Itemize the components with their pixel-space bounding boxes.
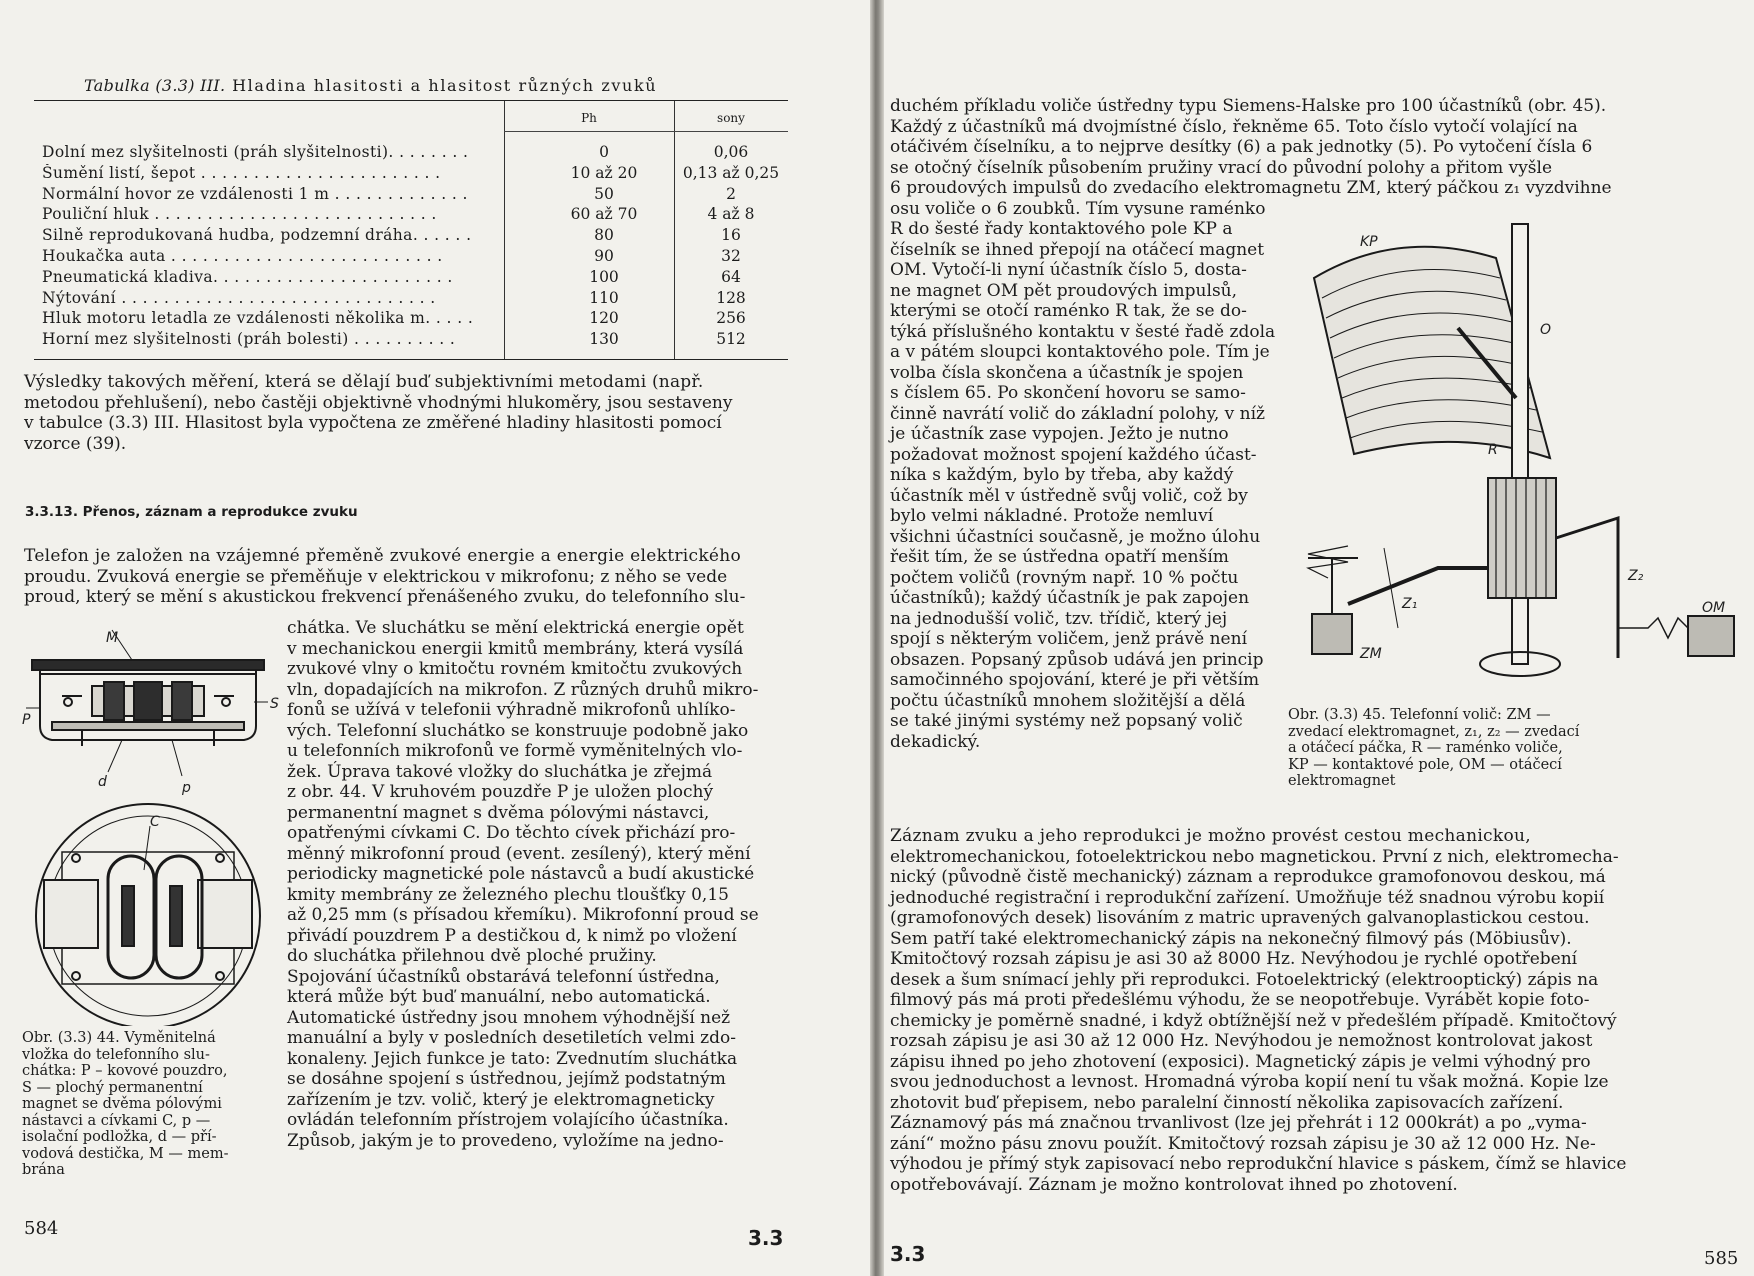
telephone-selector-figure xyxy=(1288,218,1748,704)
label-C: C xyxy=(150,814,160,830)
table-cell-sony: 16 xyxy=(721,226,741,245)
label-P: P xyxy=(22,712,31,728)
caption-line: magnet se dvěma pólovými xyxy=(22,1096,222,1112)
table-row xyxy=(34,143,788,161)
table-cell-sony: 4 až 8 xyxy=(707,205,755,224)
text-line: spojí s některým voličem, jenž právě není xyxy=(890,629,1248,649)
text-line: 6 proudových impulsů do zvedacího elektromagnetu ZM, který páčkou z₁ vyzdvihne xyxy=(890,178,1612,198)
caption-line: a otáčecí páčka, R — raménko voliče, xyxy=(1288,740,1563,756)
text-line: ovládán telefonním přístrojem volajícího účastníka. xyxy=(287,1110,729,1130)
caption-line: KP — kontaktové pole, OM — otáčecí xyxy=(1288,756,1562,773)
text-line: konaleny. Jejich funkce je tato: Zvednutím sluchátka xyxy=(287,1048,738,1069)
text-line: účastníků); každý účastník je pak zapojen xyxy=(890,588,1250,608)
table-cell-sony: 32 xyxy=(721,247,741,265)
text-line: proud, který se mění s akustickou frekvencí přenášeného zvuku, do telefonního slu- xyxy=(24,587,746,607)
text-line: chemicky je poměrně snadné, i když obtížnější než v předešlém případě. Kmitočtový xyxy=(890,1010,1617,1031)
caption-line: Obr. (3.3) 44. Vyměnitelná xyxy=(22,1030,216,1046)
text-line: Způsob, jakým je to provedeno, vyložíme na jedno- xyxy=(287,1130,724,1151)
table-cell-label: Silně reprodukovaná hudba, podzemní dráha. . . . . . xyxy=(42,226,472,245)
text-line: počtem voličů (rovným např. 10 % počtu xyxy=(890,567,1239,588)
text-line: chátka. Ve sluchátku se mění elektrická energie opět xyxy=(287,618,744,638)
table-row xyxy=(34,330,788,348)
table-cell-sony: 2 xyxy=(726,184,736,203)
text-line: bylo velmi nákladné. Protože nemluví xyxy=(890,506,1214,526)
label-O: O xyxy=(1540,322,1552,338)
text-line: permanentní magnet s dvěma pólovými nástavci, xyxy=(287,802,710,823)
text-line: účastník měl v ústředně svůj volič, což by xyxy=(890,485,1248,506)
table-cell-label: Pneumatická kladiva. . . . . . . . . . . . . . . . . . . . . . . xyxy=(42,267,453,286)
text-line: metodou přehlušení), nebo častěji objektivně vhodnými hlukoměry, jsou sestaveny xyxy=(24,392,733,413)
table-cell-ph: 130 xyxy=(589,330,619,349)
text-line: desek a šum snímací jehly při reprodukci. Fotoelektrický (elektrooptický) zápis na xyxy=(890,969,1599,990)
text-line: filmový pás má proti předešlému výhodu, že se neopotřebuje. Vyrábět kopie foto- xyxy=(890,990,1590,1010)
section-heading: 3.3.13. Přenos, záznam a reprodukce zvuku xyxy=(25,504,358,520)
text-line: na jednodušší volič, tzv. třídič, který jej xyxy=(890,608,1228,629)
table-cell-ph: 50 xyxy=(594,184,614,203)
text-line: požadovat možnost spojení každého účast- xyxy=(890,444,1257,465)
table-header-rule xyxy=(504,131,788,132)
text-line: kmity membrány ze železného plechu tloušťky 0,15 xyxy=(287,884,729,905)
chapter-marker-right: 3.3 xyxy=(890,1242,926,1266)
table-row xyxy=(34,205,788,223)
table-cell-label: Pouliční hluk . . . . . . . . . . . . . . . . . . . . . . . . . . . xyxy=(42,205,437,224)
figure-44-caption xyxy=(22,1030,278,1179)
text-line: Automatické ústředny jsou mnohem výhodnější než xyxy=(287,1007,731,1028)
text-line: činně navrátí volič do základní polohy, v níž xyxy=(890,403,1265,424)
text-line: zání“ možno pásu znovu použít. Kmitočtový rozsah zápisu je 30 až 12 000 Hz. Ne- xyxy=(890,1133,1596,1154)
table-cell-label: Hluk motoru letadla ze vzdálenosti několika m. . . . . xyxy=(42,309,474,328)
text-line: číselník se ihned přepojí na otáčecí magnet xyxy=(890,239,1265,260)
text-line: otáčivém číselníku, a to nejprve desítky (6) a pak jednotky (5). Po vytočení čísla 6 xyxy=(890,137,1593,157)
table-cell-sony: 128 xyxy=(716,288,746,307)
table-row xyxy=(34,247,788,265)
text-line: periodicky magnetické pole nástavců a budí akustické xyxy=(287,864,755,884)
text-line: Výsledky takových měření, která se dělají buď subjektivními metodami (např. xyxy=(24,372,704,392)
table-cell-sony: 0,13 až 0,25 xyxy=(682,163,780,182)
book-gutter xyxy=(870,0,884,1276)
text-line: svou jednoduchost a levnost. Hromadná výroba kopií není tu však možná. Kopie lze xyxy=(890,1072,1609,1092)
table-cell-ph: 100 xyxy=(589,267,619,286)
paragraph-selector-intro xyxy=(890,96,1736,219)
text-line: Spojování účastníků obstarává telefonní ústředna, xyxy=(287,966,720,987)
table-cell-ph: 0 xyxy=(599,143,609,161)
table-row xyxy=(34,309,788,327)
text-line: Každý z účastníků má dvojmístné číslo, řekněme 65. Toto číslo vytočí volající na xyxy=(890,116,1578,137)
caption-line: vložka do telefonního slu- xyxy=(22,1046,210,1063)
lifting-magnet xyxy=(1312,614,1352,654)
text-line: všichni účastníci současně, je možno úlohu xyxy=(890,526,1261,547)
text-line: dekadický. xyxy=(890,731,981,752)
text-line: přivádí pouzdrem P a destičkou d, k nimž po vložení xyxy=(287,925,737,946)
table-header-sony: sony xyxy=(717,111,745,125)
text-line: žek. Úprava takové vložky do sluchátka je zřejmá xyxy=(287,761,713,782)
left-page xyxy=(0,0,870,1276)
text-line: Záznamový pás má značnou trvanlivost (lze jej přehrát i 12 000krát) a po „vyma- xyxy=(890,1113,1587,1133)
table-cell-ph: 110 xyxy=(589,288,619,307)
text-line: se také jinými systémy než popsaný volič xyxy=(890,711,1243,731)
right-page xyxy=(884,0,1754,1276)
text-line: volba čísla skončena a účastník je spojen xyxy=(890,362,1244,383)
table-cell-label: Šumění listí, šepot . . . . . . . . . . . . . . . . . . . . . . . xyxy=(42,163,441,182)
text-line: fonů se užívá v telefonii výhradně mikrofonů uhlíko- xyxy=(287,700,736,720)
text-line: Sem patří také elektromechanický zápis na nekonečný filmový pás (Möbiusův). xyxy=(890,928,1572,949)
text-line: vzorce (39). xyxy=(24,433,127,454)
text-line: vln, dopadajících na mikrofon. Z různých druhů mikro- xyxy=(287,679,759,700)
paragraph-selector-body xyxy=(890,219,1278,752)
chapter-marker-left: 3.3 xyxy=(748,1226,784,1250)
table-cell-ph: 80 xyxy=(594,226,614,245)
caption-line: chátka: P – kovové pouzdro, xyxy=(22,1063,228,1079)
table-row xyxy=(34,226,788,244)
table-caption-prefix: Tabulka (3.3) III. xyxy=(84,76,226,95)
table-caption-text: Hladina hlasitosti a hlasitost různých zvuků xyxy=(232,76,658,95)
caption-line: isolační podložka, d — pří- xyxy=(22,1129,217,1145)
table-row xyxy=(34,289,788,307)
text-line: manuální a byly v posledních desetiletích velmi zdo- xyxy=(287,1028,736,1048)
table-cell-ph: 60 až 70 xyxy=(570,205,638,224)
paragraph-measurement xyxy=(24,372,780,454)
caption-line: vodová destička, M — mem- xyxy=(22,1145,229,1162)
text-line: týká příslušného kontaktu v šesté řadě zdola xyxy=(890,321,1276,342)
table-cell-label: Nýtování . . . . . . . . . . . . . . . . . . . . . . . . . . . . . . xyxy=(42,288,436,307)
label-d: d xyxy=(98,774,107,790)
table-cell-label: Houkačka auta . . . . . . . . . . . . . . . . . . . . . . . . . . xyxy=(42,247,443,265)
label-S: S xyxy=(270,696,279,712)
table-cell-label: Dolní mez slyšitelnosti (práh slyšitelnosti). . . . . . . . xyxy=(42,143,469,161)
text-line: v mechanickou energii kmitů membrány, která vysílá xyxy=(287,638,744,659)
text-line: a v pátém sloupci kontaktového pole. Tím je xyxy=(890,342,1270,362)
text-line: duchém příkladu voliče ústředny typu Siemens-Halske pro 100 účastníků (obr. 45). xyxy=(890,96,1607,116)
caption-line: S — plochý permanentní xyxy=(22,1079,203,1096)
text-line: OM. Vytočí-li nyní účastník číslo 5, dosta- xyxy=(890,260,1247,280)
text-line: samočinného spojování, které je při větším xyxy=(890,670,1260,690)
table-header-ph: Ph xyxy=(581,111,597,125)
rotating-magnet xyxy=(1688,616,1734,656)
text-line: zhotovit buď přepisem, nebo paralelní činností několika zapisovacích zařízení. xyxy=(890,1092,1564,1113)
table-cell-ph: 10 až 20 xyxy=(570,163,638,182)
label-OM: OM xyxy=(1702,600,1726,616)
text-line: do sluchátka přilehnou dvě ploché pružiny. xyxy=(287,946,657,966)
page-number-right: 585 xyxy=(1704,1248,1739,1269)
text-line: s číslem 65. Po skončení hovoru se samo- xyxy=(890,383,1246,403)
lever-z2 xyxy=(1556,518,1618,658)
page-number-left: 584 xyxy=(24,1218,59,1239)
lever-z1 xyxy=(1348,568,1488,604)
text-line: která může být buď manuální, nebo automatická. xyxy=(287,987,711,1007)
text-line: nický (původně čistě mechanický) záznam a reprodukce gramofonovou deskou, má xyxy=(890,867,1606,887)
table-cell-sony: 256 xyxy=(716,309,746,328)
earpiece-insert-figure xyxy=(22,626,284,1026)
text-line: R do šesté řady kontaktového pole KP a xyxy=(890,219,1233,239)
table-cell-sony: 0,06 xyxy=(713,143,749,161)
table-cell-sony: 64 xyxy=(721,267,741,286)
label-p: p xyxy=(182,780,191,796)
text-line: ne magnet OM pět proudových impulsů, xyxy=(890,280,1238,301)
text-line: výhodou je přímý styk zapisovací nebo reprodukční hlavice s páskem, čímž se hlavice xyxy=(890,1154,1627,1174)
text-line: Záznam zvuku a jeho reprodukci je možno provést cestou mechanickou, xyxy=(890,826,1531,846)
label-Z2: Z₂ xyxy=(1628,568,1644,584)
text-line: řešit tím, že se ústředna opatří menším xyxy=(890,547,1229,567)
text-line: Telefon je založen na vzájemné přeměně zvukové energie a energie elektrického xyxy=(24,546,742,566)
text-line: měnný mikrofonní proud (event. zesílený), který mění xyxy=(287,843,751,864)
caption-line: elektromagnet xyxy=(1288,773,1396,789)
text-line: proudu. Zvuková energie se přeměňuje v elektrickou v mikrofonu; z něho se vede xyxy=(24,566,728,587)
caption-line: Obr. (3.3) 45. Telefonní volič: ZM — xyxy=(1288,707,1551,723)
table-cell-sony: 512 xyxy=(716,330,746,349)
table-row xyxy=(34,268,788,286)
text-line: v tabulce (3.3) III. Hlasitost byla vypočtena ze změřené hladiny hlasitosti pomocí xyxy=(24,413,722,433)
text-line: kterými se otočí raménko R tak, že se do- xyxy=(890,301,1247,321)
text-line: se otočný číselník působením pružiny vrací do původní polohy a přitom vyšle xyxy=(890,157,1553,178)
caption-line: zvedací elektromagnet, z₁, z₂ — zvedací xyxy=(1288,723,1580,740)
text-line: elektromechanickou, fotoelektrickou nebo magnetickou. První z nich, elektromecha- xyxy=(890,846,1619,867)
label-ZM: ZM xyxy=(1360,646,1382,662)
paragraph-telephone-body xyxy=(287,618,781,1151)
text-line: Kmitočtový rozsah zápisu je asi 30 až 8000 Hz. Nevýhodou je rychlé opotřebení xyxy=(890,949,1578,969)
text-line: zařízením je tzv. volič, který je elektromagneticky xyxy=(287,1089,715,1110)
caption-line: brána xyxy=(22,1162,65,1178)
text-line: rozsah zápisu je asi 30 až 12 000 Hz. Nevýhodou je nemožnost kontrolovat jakost xyxy=(890,1031,1593,1051)
text-line: níka s každým, bylo by třeba, aby každý xyxy=(890,465,1234,485)
text-line: u telefonních mikrofonů ve formě vyměnitelných vlo- xyxy=(287,741,743,761)
text-line: až 0,25 mm (s přísadou křemíku). Mikrofonní proud se xyxy=(287,905,759,925)
label-Z1: Z₁ xyxy=(1402,596,1418,612)
loudness-table xyxy=(34,100,788,360)
membrane xyxy=(32,660,264,670)
text-line: opotřebovávají. Záznam je možno kontrolovat ihned po zhotovení. xyxy=(890,1174,1458,1195)
caption-line: nástavci a cívkami C, p — xyxy=(22,1112,211,1129)
figure-45-caption xyxy=(1288,707,1732,790)
text-line: osu voliče o 6 zoubků. Tím vysune raménko xyxy=(890,198,1266,219)
text-line: z obr. 44. V kruhovém pouzdře P je uložen plochý xyxy=(287,782,714,802)
text-line: je účastník zase vypojen. Ježto je nutno xyxy=(890,424,1229,444)
table-cell-ph: 120 xyxy=(589,309,619,328)
table-row xyxy=(34,185,788,203)
text-line: (gramofonových desek) lisováním z matric upravených galvanoplastickou cestou. xyxy=(890,908,1590,928)
table-cell-label: Horní mez slyšitelnosti (práh bolesti) . . . . . . . . . . xyxy=(42,330,456,349)
text-line: opatřenými cívkami C. Do těchto cívek přichází pro- xyxy=(287,823,736,843)
text-line: jednoduché registrační i reprodukční zařízení. Umožňuje též snadnou výrobu kopií xyxy=(890,887,1605,908)
text-line: vých. Telefonní sluchátko se konstruuje podobně jako xyxy=(287,720,749,741)
table-row xyxy=(34,164,788,182)
label-M: M xyxy=(106,630,119,646)
label-R: R xyxy=(1488,442,1498,458)
text-line: se dosáhne spojení s ústřednou, jejímž podstatným xyxy=(287,1069,726,1089)
text-line: zápisu ihned po jeho zhotovení (exposici). Magnetický zápis je velmi výhodný pro xyxy=(890,1051,1591,1072)
table-caption xyxy=(84,76,657,95)
paragraph-sound-recording xyxy=(890,826,1736,1195)
paragraph-telephone-intro xyxy=(24,546,780,608)
text-line: obsazen. Popsaný způsob udává jen princip xyxy=(890,649,1264,670)
text-line: počtu účastníků mnohem složitější a dělá xyxy=(890,690,1246,711)
label-KP: KP xyxy=(1360,234,1378,250)
table-cell-label: Normální hovor ze vzdálenosti 1 m . . . . . . . . . . . . . xyxy=(42,184,468,203)
text-line: zvukové vlny o kmitočtu rovném kmitočtu zvukových xyxy=(287,659,743,679)
table-cell-ph: 90 xyxy=(594,247,614,265)
